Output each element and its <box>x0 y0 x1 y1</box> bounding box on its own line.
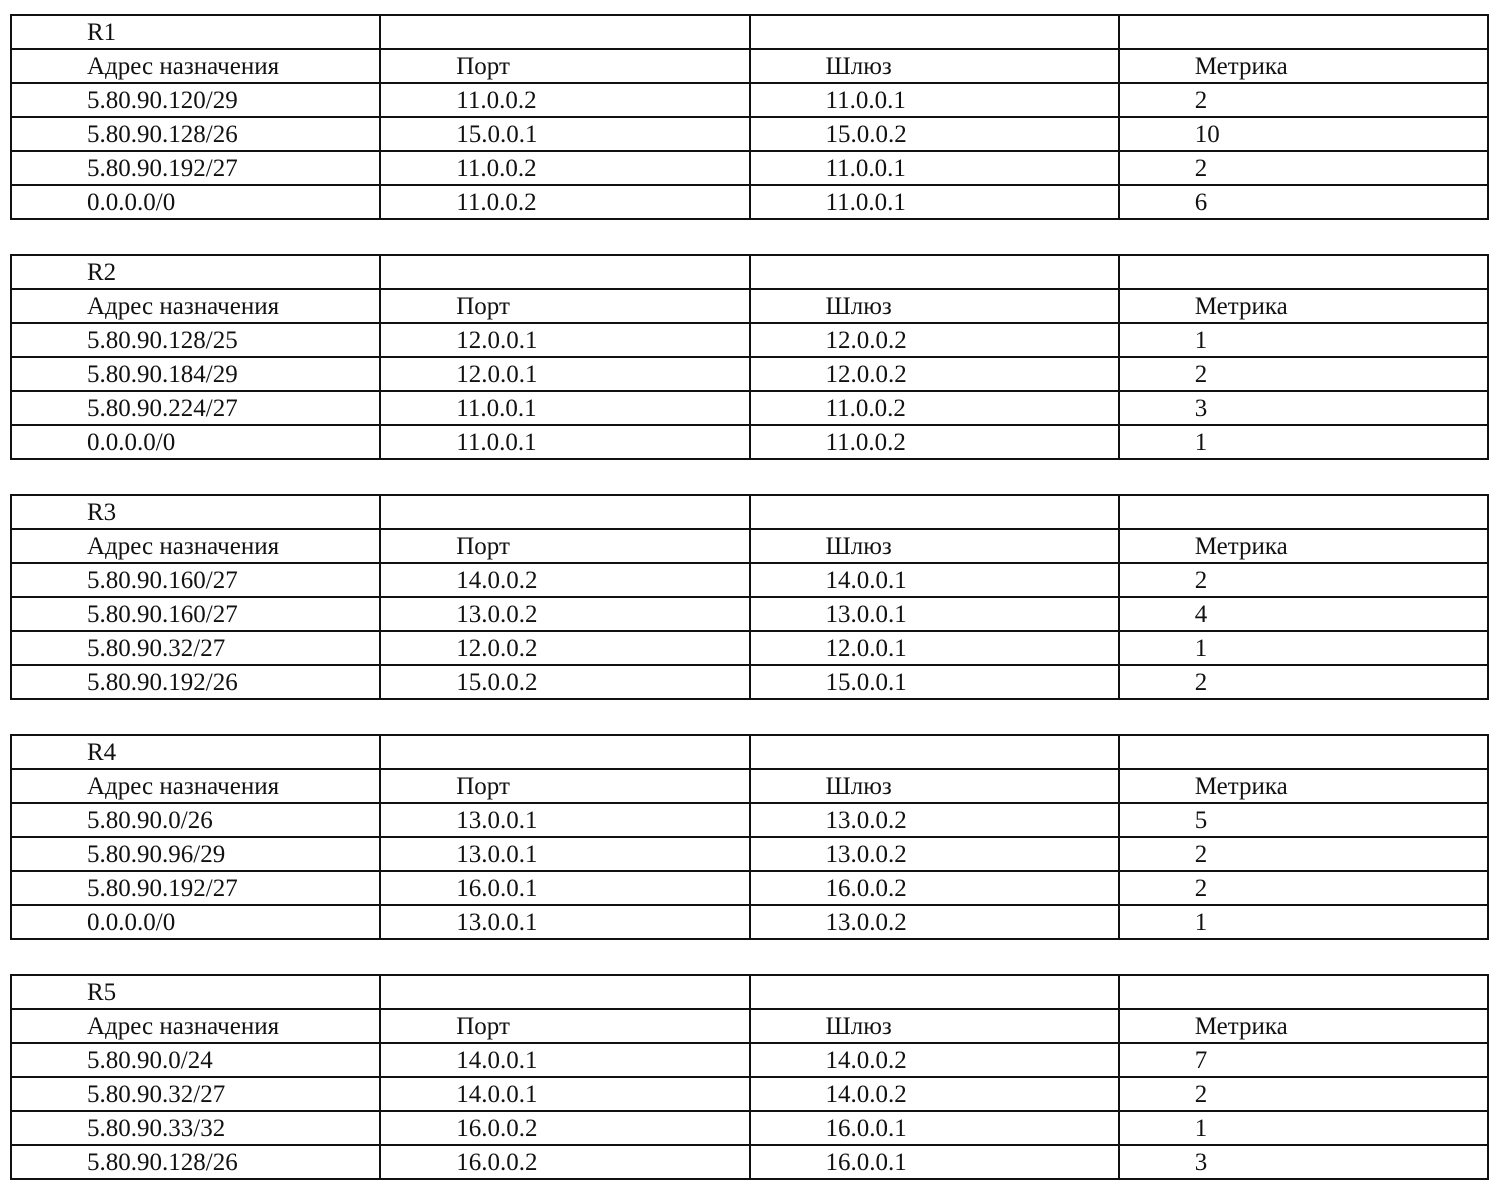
port-value: 15.0.0.2 <box>456 669 538 696</box>
empty <box>1120 271 1487 273</box>
empty-cell <box>750 495 1119 529</box>
destination-value-cell <box>11 357 380 391</box>
empty-cell <box>1119 735 1488 769</box>
destination-value-cell <box>11 1077 380 1111</box>
table-row <box>11 391 1488 425</box>
column-header-destination: Адрес назначения <box>87 53 280 80</box>
port-value-cell <box>380 905 749 939</box>
table-row <box>11 631 1488 665</box>
metric-value-cell <box>1119 117 1488 151</box>
empty-cell <box>380 735 749 769</box>
gateway-value: 15.0.0.2 <box>825 121 907 148</box>
destination-value: 0.0.0.0/0 <box>87 909 176 936</box>
destination-value-cell <box>11 1111 380 1145</box>
routing-table-3 <box>10 734 1489 940</box>
metric-value-cell <box>1119 563 1488 597</box>
destination-value-cell <box>11 83 380 117</box>
column-header-destination-cell <box>11 769 380 803</box>
gateway-value: 13.0.0.1 <box>825 601 907 628</box>
destination-value: 5.80.90.0/24 <box>87 1047 213 1074</box>
gateway-value: 14.0.0.2 <box>825 1081 907 1108</box>
router-name-row <box>11 975 1488 1009</box>
table-row <box>11 357 1488 391</box>
destination-value-cell <box>11 803 380 837</box>
destination-value-cell <box>11 323 380 357</box>
table-row <box>11 1145 1488 1179</box>
router-name-cell <box>11 735 380 769</box>
destination-value-cell <box>11 871 380 905</box>
gateway-value-cell <box>750 803 1119 837</box>
port-value: 11.0.0.1 <box>456 429 537 456</box>
destination-value: 5.80.90.128/26 <box>87 121 238 148</box>
column-header-gateway-cell <box>750 1009 1119 1043</box>
metric-value: 2 <box>1194 1081 1208 1108</box>
port-value: 11.0.0.2 <box>456 189 537 216</box>
gateway-value-cell <box>750 905 1119 939</box>
column-header-metric-cell <box>1119 769 1488 803</box>
metric-value-cell <box>1119 1111 1488 1145</box>
routing-tables-document <box>10 14 1489 1180</box>
column-header-row <box>11 49 1488 83</box>
table-row <box>11 323 1488 357</box>
gateway-value: 16.0.0.1 <box>825 1149 907 1176</box>
destination-value: 5.80.90.96/29 <box>87 841 226 868</box>
metric-value-cell <box>1119 357 1488 391</box>
gateway-value: 16.0.0.1 <box>825 1115 907 1142</box>
metric-value: 2 <box>1194 87 1208 114</box>
column-header-metric-cell <box>1119 49 1488 83</box>
destination-value: 0.0.0.0/0 <box>87 189 176 216</box>
destination-value-cell <box>11 185 380 219</box>
gateway-value-cell <box>750 185 1119 219</box>
metric-value-cell <box>1119 1077 1488 1111</box>
port-value: 12.0.0.1 <box>456 361 538 388</box>
table-row <box>11 185 1488 219</box>
destination-value-cell <box>11 665 380 699</box>
metric-value: 2 <box>1194 669 1208 696</box>
port-value: 16.0.0.2 <box>456 1149 538 1176</box>
table-row <box>11 117 1488 151</box>
destination-value-cell <box>11 117 380 151</box>
routing-table-0 <box>10 14 1489 220</box>
port-value: 15.0.0.1 <box>456 121 538 148</box>
gateway-value-cell <box>750 1145 1119 1179</box>
port-value-cell <box>380 837 749 871</box>
empty-cell <box>380 495 749 529</box>
column-header-metric-cell <box>1119 1009 1488 1043</box>
router-name: R5 <box>87 979 117 1006</box>
column-header-destination: Адрес назначения <box>87 1013 280 1040</box>
gateway-value-cell <box>750 871 1119 905</box>
gateway-value: 12.0.0.2 <box>825 327 907 354</box>
empty-cell <box>750 15 1119 49</box>
table-row <box>11 425 1488 459</box>
destination-value: 5.80.90.0/26 <box>87 807 213 834</box>
metric-value: 6 <box>1194 189 1208 216</box>
metric-value-cell <box>1119 391 1488 425</box>
metric-value-cell <box>1119 803 1488 837</box>
table-row <box>11 563 1488 597</box>
empty-cell <box>1119 255 1488 289</box>
gateway-value-cell <box>750 357 1119 391</box>
destination-value: 5.80.90.128/25 <box>87 327 238 354</box>
column-header-metric: Метрика <box>1194 773 1288 800</box>
port-value: 11.0.0.2 <box>456 87 537 114</box>
port-value-cell <box>380 665 749 699</box>
gateway-value: 14.0.0.1 <box>825 567 907 594</box>
port-value: 13.0.0.2 <box>456 601 538 628</box>
port-value: 13.0.0.1 <box>456 841 538 868</box>
metric-value-cell <box>1119 83 1488 117</box>
gateway-value-cell <box>750 631 1119 665</box>
column-header-gateway: Шлюз <box>825 53 892 80</box>
destination-value-cell <box>11 425 380 459</box>
metric-value-cell <box>1119 151 1488 185</box>
column-header-port: Порт <box>456 773 510 800</box>
destination-value: 0.0.0.0/0 <box>87 429 176 456</box>
gateway-value: 11.0.0.1 <box>825 155 906 182</box>
gateway-value: 11.0.0.2 <box>825 395 906 422</box>
port-value: 16.0.0.1 <box>456 875 538 902</box>
empty-cell <box>1119 495 1488 529</box>
empty <box>751 31 1118 33</box>
metric-value: 2 <box>1194 567 1208 594</box>
port-value-cell <box>380 117 749 151</box>
port-value: 16.0.0.2 <box>456 1115 538 1142</box>
gateway-value: 13.0.0.2 <box>825 909 907 936</box>
gateway-value: 11.0.0.1 <box>825 87 906 114</box>
column-header-row <box>11 769 1488 803</box>
destination-value: 5.80.90.192/26 <box>87 669 238 696</box>
destination-value: 5.80.90.184/29 <box>87 361 238 388</box>
metric-value-cell <box>1119 837 1488 871</box>
port-value: 11.0.0.2 <box>456 155 537 182</box>
metric-value-cell <box>1119 905 1488 939</box>
metric-value: 2 <box>1194 361 1208 388</box>
router-name-cell <box>11 15 380 49</box>
empty <box>381 991 748 993</box>
empty <box>751 751 1118 753</box>
empty-cell <box>380 975 749 1009</box>
destination-value-cell <box>11 391 380 425</box>
column-header-gateway-cell <box>750 289 1119 323</box>
destination-value: 5.80.90.192/27 <box>87 875 238 902</box>
metric-value-cell <box>1119 1043 1488 1077</box>
empty <box>1120 511 1487 513</box>
column-header-port: Порт <box>456 1013 510 1040</box>
column-header-port-cell <box>380 1009 749 1043</box>
gateway-value: 12.0.0.2 <box>825 361 907 388</box>
gateway-value-cell <box>750 83 1119 117</box>
metric-value: 2 <box>1194 155 1208 182</box>
destination-value-cell <box>11 1145 380 1179</box>
empty-cell <box>750 975 1119 1009</box>
empty-cell <box>750 735 1119 769</box>
gateway-value-cell <box>750 391 1119 425</box>
metric-value: 2 <box>1194 875 1208 902</box>
port-value-cell <box>380 1077 749 1111</box>
column-header-metric: Метрика <box>1194 53 1288 80</box>
destination-value: 5.80.90.32/27 <box>87 635 226 662</box>
gateway-value-cell <box>750 837 1119 871</box>
gateway-value-cell <box>750 563 1119 597</box>
metric-value-cell <box>1119 597 1488 631</box>
column-header-gateway: Шлюз <box>825 533 892 560</box>
routing-table-2 <box>10 494 1489 700</box>
metric-value: 1 <box>1194 429 1208 456</box>
metric-value: 1 <box>1194 327 1208 354</box>
port-value-cell <box>380 83 749 117</box>
port-value-cell <box>380 871 749 905</box>
gateway-value-cell <box>750 1077 1119 1111</box>
port-value-cell <box>380 631 749 665</box>
port-value-cell <box>380 803 749 837</box>
routing-table-1 <box>10 254 1489 460</box>
empty <box>751 511 1118 513</box>
router-name: R1 <box>87 19 117 46</box>
gateway-value: 12.0.0.1 <box>825 635 907 662</box>
gateway-value: 15.0.0.1 <box>825 669 907 696</box>
destination-value-cell <box>11 837 380 871</box>
metric-value-cell <box>1119 631 1488 665</box>
table-row <box>11 1111 1488 1145</box>
column-header-gateway-cell <box>750 769 1119 803</box>
column-header-port: Порт <box>456 533 510 560</box>
metric-value-cell <box>1119 323 1488 357</box>
router-name-row <box>11 15 1488 49</box>
column-header-port-cell <box>380 769 749 803</box>
metric-value: 10 <box>1194 121 1220 148</box>
gateway-value: 14.0.0.2 <box>825 1047 907 1074</box>
destination-value: 5.80.90.192/27 <box>87 155 238 182</box>
router-name-row <box>11 735 1488 769</box>
port-value-cell <box>380 323 749 357</box>
table-row <box>11 871 1488 905</box>
port-value: 14.0.0.1 <box>456 1081 538 1108</box>
column-header-gateway-cell <box>750 49 1119 83</box>
column-header-metric-cell <box>1119 529 1488 563</box>
port-value: 14.0.0.2 <box>456 567 538 594</box>
column-header-destination: Адрес назначения <box>87 293 280 320</box>
gateway-value: 13.0.0.2 <box>825 807 907 834</box>
table-row <box>11 597 1488 631</box>
destination-value: 5.80.90.33/32 <box>87 1115 226 1142</box>
port-value: 14.0.0.1 <box>456 1047 538 1074</box>
gateway-value: 11.0.0.1 <box>825 189 906 216</box>
empty <box>1120 751 1487 753</box>
port-value-cell <box>380 357 749 391</box>
column-header-destination-cell <box>11 49 380 83</box>
empty-cell <box>1119 15 1488 49</box>
column-header-port-cell <box>380 49 749 83</box>
column-header-port: Порт <box>456 293 510 320</box>
table-row <box>11 83 1488 117</box>
column-header-gateway: Шлюз <box>825 293 892 320</box>
router-name-row <box>11 495 1488 529</box>
gateway-value: 11.0.0.2 <box>825 429 906 456</box>
router-name-cell <box>11 495 380 529</box>
metric-value-cell <box>1119 665 1488 699</box>
column-header-metric: Метрика <box>1194 1013 1288 1040</box>
gateway-value-cell <box>750 1043 1119 1077</box>
port-value: 11.0.0.1 <box>456 395 537 422</box>
destination-value: 5.80.90.160/27 <box>87 567 238 594</box>
router-name-cell <box>11 255 380 289</box>
router-name-row <box>11 255 1488 289</box>
gateway-value-cell <box>750 323 1119 357</box>
column-header-gateway: Шлюз <box>825 773 892 800</box>
column-header-row <box>11 1009 1488 1043</box>
destination-value: 5.80.90.160/27 <box>87 601 238 628</box>
table-row <box>11 665 1488 699</box>
port-value-cell <box>380 391 749 425</box>
metric-value: 1 <box>1194 1115 1208 1142</box>
table-row <box>11 905 1488 939</box>
empty <box>381 511 748 513</box>
empty <box>381 751 748 753</box>
table-row <box>11 1077 1488 1111</box>
router-name-cell <box>11 975 380 1009</box>
port-value-cell <box>380 185 749 219</box>
destination-value-cell <box>11 905 380 939</box>
column-header-destination-cell <box>11 1009 380 1043</box>
column-header-row <box>11 529 1488 563</box>
empty <box>381 31 748 33</box>
gateway-value-cell <box>750 151 1119 185</box>
port-value: 12.0.0.1 <box>456 327 538 354</box>
destination-value-cell <box>11 631 380 665</box>
metric-value: 4 <box>1194 601 1208 628</box>
column-header-destination-cell <box>11 529 380 563</box>
table-row <box>11 1043 1488 1077</box>
metric-value-cell <box>1119 871 1488 905</box>
empty <box>1120 991 1487 993</box>
port-value-cell <box>380 563 749 597</box>
routing-table-4 <box>10 974 1489 1180</box>
destination-value: 5.80.90.120/29 <box>87 87 238 114</box>
column-header-port: Порт <box>456 53 510 80</box>
destination-value-cell <box>11 151 380 185</box>
gateway-value-cell <box>750 1111 1119 1145</box>
empty-cell <box>750 255 1119 289</box>
metric-value-cell <box>1119 1145 1488 1179</box>
router-name: R4 <box>87 739 117 766</box>
empty <box>381 271 748 273</box>
gateway-value: 16.0.0.2 <box>825 875 907 902</box>
destination-value-cell <box>11 1043 380 1077</box>
metric-value: 1 <box>1194 635 1208 662</box>
port-value-cell <box>380 1145 749 1179</box>
empty <box>751 271 1118 273</box>
metric-value: 3 <box>1194 1149 1208 1176</box>
port-value-cell <box>380 1111 749 1145</box>
metric-value-cell <box>1119 425 1488 459</box>
port-value: 13.0.0.1 <box>456 909 538 936</box>
destination-value: 5.80.90.128/26 <box>87 1149 238 1176</box>
port-value-cell <box>380 151 749 185</box>
table-row <box>11 151 1488 185</box>
destination-value-cell <box>11 597 380 631</box>
column-header-port-cell <box>380 289 749 323</box>
empty-cell <box>380 255 749 289</box>
port-value: 13.0.0.1 <box>456 807 538 834</box>
port-value-cell <box>380 425 749 459</box>
column-header-gateway-cell <box>750 529 1119 563</box>
column-header-destination-cell <box>11 289 380 323</box>
column-header-gateway: Шлюз <box>825 1013 892 1040</box>
table-row <box>11 837 1488 871</box>
column-header-metric: Метрика <box>1194 533 1288 560</box>
router-name: R2 <box>87 259 117 286</box>
metric-value-cell <box>1119 185 1488 219</box>
empty-cell <box>1119 975 1488 1009</box>
column-header-destination: Адрес назначения <box>87 773 280 800</box>
gateway-value-cell <box>750 117 1119 151</box>
metric-value: 2 <box>1194 841 1208 868</box>
destination-value: 5.80.90.224/27 <box>87 395 238 422</box>
destination-value-cell <box>11 563 380 597</box>
metric-value: 5 <box>1194 807 1208 834</box>
metric-value: 1 <box>1194 909 1208 936</box>
column-header-destination: Адрес назначения <box>87 533 280 560</box>
router-name: R3 <box>87 499 117 526</box>
gateway-value-cell <box>750 665 1119 699</box>
port-value-cell <box>380 1043 749 1077</box>
empty <box>1120 31 1487 33</box>
metric-value: 7 <box>1194 1047 1208 1074</box>
column-header-metric-cell <box>1119 289 1488 323</box>
table-row <box>11 803 1488 837</box>
port-value-cell <box>380 597 749 631</box>
gateway-value-cell <box>750 425 1119 459</box>
empty-cell <box>380 15 749 49</box>
gateway-value-cell <box>750 597 1119 631</box>
empty <box>751 991 1118 993</box>
column-header-port-cell <box>380 529 749 563</box>
metric-value: 3 <box>1194 395 1208 422</box>
destination-value: 5.80.90.32/27 <box>87 1081 226 1108</box>
column-header-metric: Метрика <box>1194 293 1288 320</box>
column-header-row <box>11 289 1488 323</box>
port-value: 12.0.0.2 <box>456 635 538 662</box>
gateway-value: 13.0.0.2 <box>825 841 907 868</box>
